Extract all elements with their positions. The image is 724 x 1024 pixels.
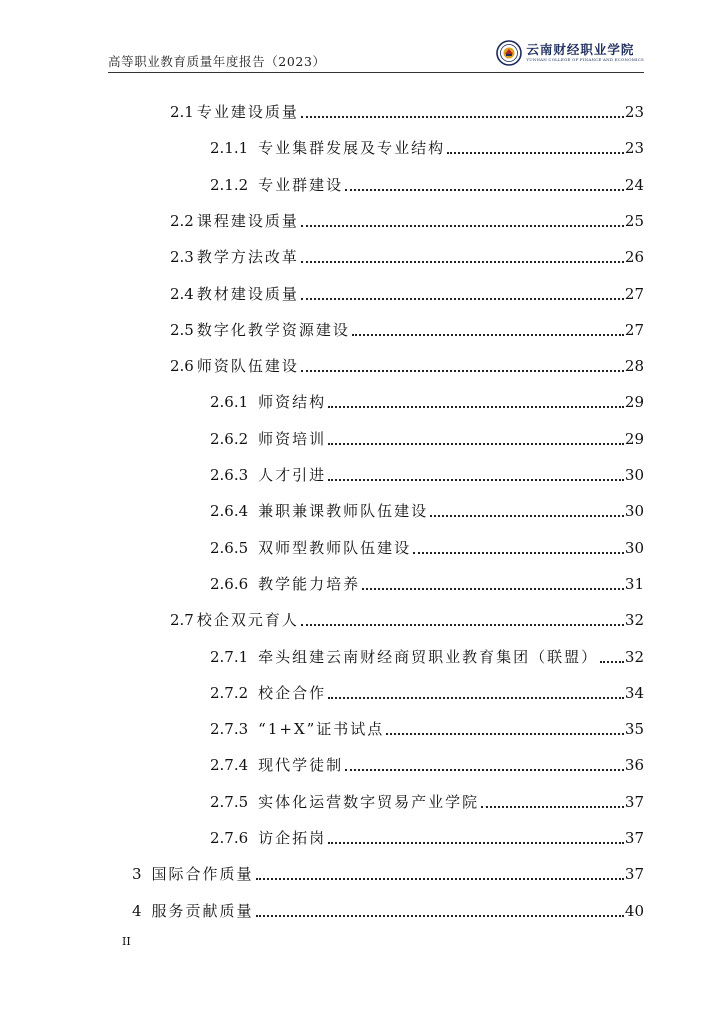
toc-entry-title: 校企双元育人	[196, 611, 299, 630]
toc-entry-number: 2.7.6	[210, 829, 249, 847]
toc-entry[interactable]	[170, 315, 644, 339]
page-number: II	[122, 935, 131, 948]
toc-entry-title: 教材建设质量	[196, 284, 299, 303]
toc-entry-page: 37	[624, 829, 644, 847]
toc-entry-title: 访企拓岗	[258, 829, 327, 847]
toc-leader-dots	[447, 152, 624, 154]
toc-entry-page: 32	[624, 647, 644, 666]
toc-leader-dots	[328, 479, 624, 481]
toc-leader-dots	[256, 878, 624, 880]
toc-entry-title: 师资队伍建设	[196, 357, 299, 376]
toc-leader-dots	[328, 697, 624, 699]
toc-leader-dots	[430, 515, 624, 517]
toc-entry[interactable]	[210, 460, 644, 484]
header-divider	[108, 72, 644, 73]
page-header	[108, 38, 644, 72]
toc-entry-number: 2.1.1	[210, 139, 249, 158]
toc-entry[interactable]	[170, 97, 644, 121]
toc-entry-number: 2.7.2	[210, 683, 249, 702]
toc-entry-number: 2.6.6	[210, 574, 249, 593]
toc-entry-title: 国际合作质量	[151, 865, 254, 884]
toc-entry[interactable]	[132, 896, 644, 920]
toc-leader-dots	[481, 806, 624, 808]
toc-entry[interactable]	[210, 642, 644, 666]
toc-entry-number: 2.6.2	[210, 429, 249, 448]
toc-entry-number: 2.7.3	[210, 720, 249, 739]
toc-entry-title: 专业群建设	[258, 175, 344, 194]
toc-entry-number: 2.7.1	[210, 647, 249, 666]
college-logo	[496, 38, 644, 68]
toc-leader-dots	[301, 624, 624, 626]
toc-entry[interactable]	[210, 424, 644, 448]
toc-leader-dots	[301, 298, 624, 300]
toc-entry-page: 23	[624, 139, 644, 158]
toc-leader-dots	[386, 733, 624, 735]
toc-leader-dots	[301, 261, 624, 263]
toc-entry[interactable]	[210, 569, 644, 593]
toc-entry-page: 37	[624, 792, 644, 811]
toc-entry-page: 27	[624, 284, 644, 303]
toc-entry[interactable]	[170, 351, 644, 375]
toc-entry[interactable]	[210, 750, 644, 774]
toc-entry-number: 2.5	[170, 320, 194, 339]
toc-entry-number: 4	[132, 901, 142, 920]
toc-entry[interactable]	[170, 206, 644, 230]
toc-entry-title: 牵头组建云南财经商贸职业教育集团（联盟）	[258, 647, 599, 666]
toc-entry-number: 3	[132, 865, 142, 884]
toc-entry[interactable]	[170, 279, 644, 303]
toc-entry-page: 25	[624, 211, 644, 230]
toc-entry-number: 2.6.1	[210, 393, 249, 412]
toc-entry[interactable]	[210, 133, 644, 157]
toc-leader-dots	[345, 189, 624, 191]
toc-entry[interactable]	[210, 170, 644, 194]
toc-entry-page: 30	[624, 538, 644, 557]
toc-entry-number: 2.4	[170, 284, 194, 303]
toc-entry-number: 2.7.4	[210, 756, 249, 775]
toc-entry[interactable]	[170, 242, 644, 266]
report-title: 高等职业教育质量年度报告（2023）	[108, 54, 326, 69]
toc-entry-title: 双师型教师队伍建设	[258, 538, 412, 557]
toc-entry-title: 专业集群发展及专业结构	[258, 139, 446, 158]
toc-entry-page: 29	[624, 429, 644, 448]
toc-entry-number: 2.6.3	[210, 466, 249, 484]
toc-leader-dots	[301, 116, 624, 118]
toc-entry-number: 2.6	[170, 357, 194, 376]
toc-entry-number: 2.1	[170, 103, 194, 121]
toc-entry[interactable]	[132, 859, 644, 883]
toc-leader-dots	[256, 915, 624, 917]
toc-entry-page: 32	[624, 611, 644, 630]
toc-entry-title: 人才引进	[258, 466, 327, 484]
toc-entry-page: 24	[624, 175, 644, 194]
toc-entry-page: 29	[624, 393, 644, 412]
toc-leader-dots	[352, 334, 624, 336]
toc-entry[interactable]	[210, 787, 644, 811]
toc-entry-number: 2.6.5	[210, 538, 249, 557]
toc-entry-title: 校企合作	[258, 683, 327, 702]
toc-entry-page: 23	[624, 103, 644, 121]
toc-entry-title: 服务贡献质量	[151, 901, 254, 920]
toc-entry-number: 2.7	[170, 611, 194, 630]
toc-entry-number: 2.1.2	[210, 175, 249, 194]
toc-leader-dots	[328, 443, 624, 445]
toc-entry[interactable]	[170, 605, 644, 629]
toc-entry-title: 课程建设质量	[196, 211, 299, 230]
college-seal-icon	[496, 40, 522, 66]
toc-entry[interactable]	[210, 533, 644, 557]
college-name-cn: 云南财经职业学院	[526, 42, 635, 57]
toc-entry-title: 现代学徒制	[258, 756, 344, 775]
college-name-en: YUNNAN COLLEGE OF FINANCE AND ECONOMICS	[526, 57, 644, 62]
toc-entry-number: 2.2	[170, 211, 194, 230]
toc-entry-title: 教学方法改革	[196, 248, 299, 267]
toc-entry-page: 31	[624, 574, 644, 593]
toc-leader-dots	[328, 406, 624, 408]
toc-leader-dots	[413, 552, 624, 554]
toc-entry-page: 27	[624, 320, 644, 339]
toc-leader-dots	[362, 588, 624, 590]
toc-entry-page: 30	[624, 466, 644, 484]
toc-entry-title: “1+X”证书试点	[258, 720, 385, 739]
toc-leader-dots	[345, 769, 624, 771]
toc-leader-dots	[600, 661, 624, 663]
toc-entry-title: 实体化运营数字贸易产业学院	[258, 792, 480, 811]
toc-entry-title: 数字化教学资源建设	[196, 320, 350, 339]
toc-entry-number: 2.7.5	[210, 792, 249, 811]
toc-entry[interactable]	[210, 714, 644, 738]
toc-entry-page: 26	[624, 248, 644, 267]
toc-entry[interactable]	[210, 678, 644, 702]
toc-entry-title: 兼职兼课教师队伍建设	[258, 502, 429, 521]
toc-entry[interactable]	[210, 387, 644, 411]
toc-entry-page: 35	[624, 720, 644, 739]
toc-leader-dots	[301, 225, 624, 227]
toc-entry-page: 40	[624, 901, 644, 920]
toc-entry-page: 34	[624, 683, 644, 702]
toc-leader-dots	[301, 370, 624, 372]
toc-entry-title: 教学能力培养	[258, 574, 361, 593]
toc-leader-dots	[328, 842, 624, 844]
toc-entry-number: 2.3	[170, 248, 194, 267]
toc-entry[interactable]	[210, 496, 644, 520]
toc-entry-number: 2.6.4	[210, 502, 249, 521]
toc-entry[interactable]	[210, 823, 644, 847]
toc-entry-title: 师资结构	[258, 393, 327, 412]
toc-entry-title: 专业建设质量	[196, 103, 299, 121]
toc-entry-page: 30	[624, 502, 644, 521]
toc-entry-title: 师资培训	[258, 429, 327, 448]
toc-entry-page: 37	[624, 865, 644, 884]
toc-entry-page: 28	[624, 357, 644, 376]
toc-entry-page: 36	[624, 756, 644, 775]
